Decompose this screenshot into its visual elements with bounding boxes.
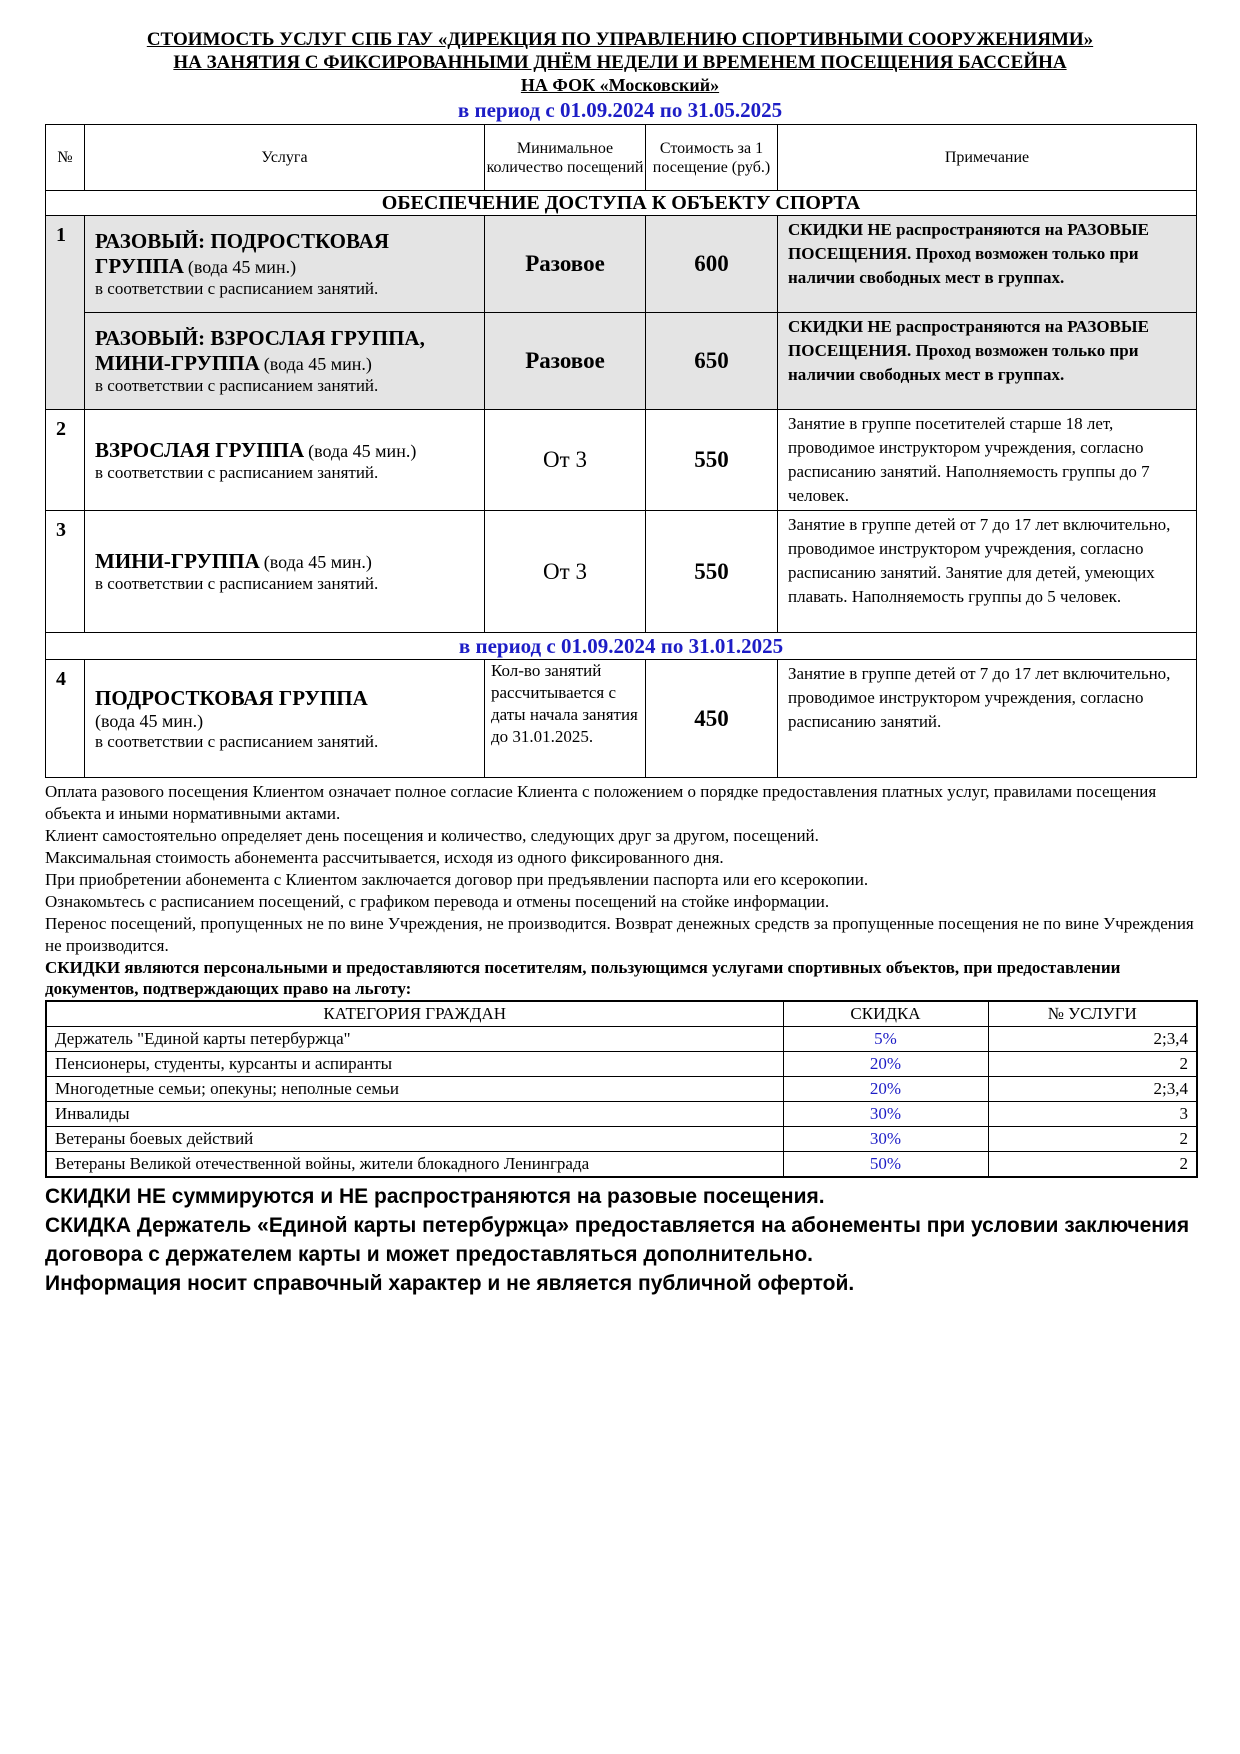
min-visits: Кол-во занятий рассчитывается с даты начала занятия до 31.01.2025. bbox=[485, 660, 646, 778]
service-name: МИНИ-ГРУППА bbox=[95, 549, 260, 573]
section-title: ОБЕСПЕЧЕНИЕ ДОСТУПА К ОБЪЕКТУ СПОРТА bbox=[46, 191, 1197, 216]
note: Занятие в группе детей от 7 до 17 лет включительно, проводимое инструктором учреждения, согласно расписанию занятий. Занятие для детей, умеющих плавать. Наполняемость группы до 5 человек. bbox=[778, 511, 1197, 633]
service-name: РАЗОВЫЙ: ВЗРОСЛАЯ ГРУППА, МИНИ-ГРУППА bbox=[95, 326, 425, 375]
service-schedule: в соответствии с расписанием занятий. bbox=[95, 731, 379, 751]
info-paragraph: Клиент самостоятельно определяет день посещения и количество, следующих друг за другом, посещений. bbox=[45, 826, 819, 845]
title-line-1: СТОИМОСТЬ УСЛУГ СПБ ГАУ «ДИРЕКЦИЯ ПО УПРАВЛЕНИЮ СПОРТИВНЫМИ СООРУЖЕНИЯМИ» bbox=[146, 29, 1094, 50]
price: 550 bbox=[646, 511, 778, 633]
discount-header-row bbox=[46, 1001, 1197, 1027]
discount-table bbox=[45, 1000, 1198, 1178]
category: Инвалиды bbox=[46, 1102, 783, 1127]
min-visits: Разовое bbox=[485, 216, 646, 313]
service-cell bbox=[85, 511, 485, 633]
service-numbers: 2;3,4 bbox=[988, 1077, 1197, 1102]
period-label: в период с 01.09.2024 по 31.05.2025 bbox=[457, 98, 783, 122]
discount: 20% bbox=[783, 1052, 988, 1077]
note: СКИДКИ НЕ распространяются на РАЗОВЫЕ ПОСЕЩЕНИЯ. Проход возможен только при наличии свободных мест в группах. bbox=[778, 313, 1197, 410]
col-discount-header: СКИДКА bbox=[783, 1001, 988, 1027]
note: Занятие в группе посетителей старше 18 лет, проводимое инструктором учреждения, согласно расписанию занятий. Наполняемость группы до 7 человек. bbox=[778, 410, 1197, 511]
category: Ветераны боевых действий bbox=[46, 1127, 783, 1152]
footer-line: СКИДКИ НЕ суммируются и НЕ распространяются на разовые посещения. bbox=[45, 1185, 825, 1208]
service-cell bbox=[85, 313, 485, 410]
col-service-no-header: № УСЛУГИ bbox=[988, 1001, 1197, 1027]
col-service-header: Услуга bbox=[85, 125, 485, 191]
table-row bbox=[46, 1102, 1197, 1127]
service-schedule: в соответствии с расписанием занятий. bbox=[95, 574, 379, 593]
table-row bbox=[46, 410, 1197, 511]
discount: 30% bbox=[783, 1127, 988, 1152]
discount-intro: СКИДКИ являются персональными и предоставляются посетителям, пользующимся услугами спортивных объектов, при предоставлении документов, подтверждающих право на льготу: bbox=[45, 958, 1121, 998]
table-row bbox=[46, 511, 1197, 633]
price: 550 bbox=[646, 410, 778, 511]
discount: 50% bbox=[783, 1152, 988, 1178]
row-number: 1 bbox=[46, 216, 85, 410]
title-line-2: НА ЗАНЯТИЯ С ФИКСИРОВАННЫМИ ДНЁМ НЕДЕЛИ И ВРЕМЕНЕМ ПОСЕЩЕНИЯ БАССЕЙНА bbox=[173, 52, 1067, 73]
category: Держатель "Единой карты петербуржца" bbox=[46, 1027, 783, 1052]
min-visits: От 3 bbox=[485, 511, 646, 633]
category: Пенсионеры, студенты, курсанты и аспиранты bbox=[46, 1052, 783, 1077]
note: СКИДКИ НЕ распространяются на РАЗОВЫЕ ПОСЕЩЕНИЯ. Проход возможен только при наличии свободных мест в группах. bbox=[778, 216, 1197, 313]
service-water: (вода 45 мин.) bbox=[187, 257, 297, 277]
service-schedule: в соответствии с расписанием занятий. bbox=[95, 279, 379, 298]
service-water: (вода 45 мин.) bbox=[263, 354, 372, 374]
table-row bbox=[46, 216, 1197, 313]
col-category-header: КАТЕГОРИЯ ГРАЖДАН bbox=[46, 1001, 783, 1027]
col-price-header: Стоимость за 1 посещение (руб.) bbox=[646, 125, 778, 191]
footer-notes bbox=[45, 1182, 1195, 1298]
category: Многодетные семьи; опекуны; неполные семьи bbox=[46, 1077, 783, 1102]
service-water: (вода 45 мин.) bbox=[263, 552, 372, 572]
note: Занятие в группе детей от 7 до 17 лет включительно, проводимое инструктором учреждения, согласно расписанию занятий. bbox=[778, 660, 1197, 778]
table-row bbox=[46, 660, 1197, 778]
footer-line: Информация носит справочный характер и не является публичной офертой. bbox=[45, 1272, 855, 1295]
service-name: РАЗОВЫЙ: ПОДРОСТКОВАЯ ГРУППА bbox=[95, 229, 389, 278]
discount: 30% bbox=[783, 1102, 988, 1127]
price: 600 bbox=[646, 216, 778, 313]
service-water: (вода 45 мин.) bbox=[308, 440, 417, 461]
info-paragraph: Максимальная стоимость абонемента рассчитывается, исходя из одного фиксированного дня. bbox=[45, 848, 724, 867]
service-water: (вода 45 мин.) bbox=[95, 710, 204, 731]
table-row bbox=[46, 1052, 1197, 1077]
service-numbers: 2;3,4 bbox=[988, 1027, 1197, 1052]
service-cell bbox=[85, 410, 485, 511]
category: Ветераны Великой отечественной войны, жители блокадного Ленинграда bbox=[46, 1152, 783, 1178]
discount: 5% bbox=[783, 1027, 988, 1052]
row-number: 2 bbox=[46, 410, 85, 511]
service-numbers: 3 bbox=[988, 1102, 1197, 1127]
table-row bbox=[46, 1077, 1197, 1102]
info-paragraph: Ознакомьтесь с расписанием посещений, с графиком перевода и отмены посещений на стойке информации. bbox=[45, 892, 830, 911]
table-row bbox=[46, 1152, 1197, 1178]
table-row bbox=[46, 313, 1197, 410]
row-number: 3 bbox=[46, 511, 85, 633]
service-schedule: в соответствии с расписанием занятий. bbox=[95, 376, 379, 395]
col-num-header: № bbox=[46, 125, 85, 191]
services-table bbox=[45, 124, 1197, 778]
document-page bbox=[45, 28, 1195, 1298]
service-name: ВЗРОСЛАЯ ГРУППА bbox=[95, 437, 305, 462]
service-numbers: 2 bbox=[988, 1152, 1197, 1178]
service-schedule: в соответствии с расписанием занятий. bbox=[95, 462, 379, 482]
min-visits: От 3 bbox=[485, 410, 646, 511]
info-paragraph: Оплата разового посещения Клиентом означает полное согласие Клиента с положением о порядке предоставления платных услуг, правилами посещения объекта и иными нормативными актами. bbox=[45, 782, 1157, 823]
info-paragraph: Перенос посещений, пропущенных не по вине Учреждения, не производится. Возврат денежных средств за пропущенные посещения не по вине Учреждения не производится. bbox=[45, 914, 1194, 955]
info-paragraphs bbox=[45, 781, 1195, 999]
service-cell bbox=[85, 216, 485, 313]
service-cell bbox=[85, 660, 485, 778]
info-paragraph: При приобретении абонемента с Клиентом заключается договор при предъявлении паспорта или его ксерокопии. bbox=[45, 870, 869, 889]
service-numbers: 2 bbox=[988, 1127, 1197, 1152]
service-name: ПОДРОСТКОВАЯ ГРУППА bbox=[95, 685, 368, 710]
table-row bbox=[46, 1127, 1197, 1152]
table-row bbox=[46, 1027, 1197, 1052]
col-min-header: Минимальное количество посещений bbox=[485, 125, 646, 191]
discount: 20% bbox=[783, 1077, 988, 1102]
price: 650 bbox=[646, 313, 778, 410]
row-number: 4 bbox=[46, 660, 85, 778]
footer-line: СКИДКА Держатель «Единой карты петербуржца» предоставляется на абонементы при условии заключения договора с держателем карты и может предоставляться дополнительно. bbox=[45, 1214, 1190, 1266]
period-label-2: в период с 01.09.2024 по 31.01.2025 bbox=[46, 633, 1197, 660]
title-line-3: НА ФОК «Московский» bbox=[520, 75, 720, 95]
service-numbers: 2 bbox=[988, 1052, 1197, 1077]
min-visits: Разовое bbox=[485, 313, 646, 410]
table-header-row bbox=[46, 125, 1197, 191]
col-note-header: Примечание bbox=[778, 125, 1197, 191]
price: 450 bbox=[646, 660, 778, 778]
